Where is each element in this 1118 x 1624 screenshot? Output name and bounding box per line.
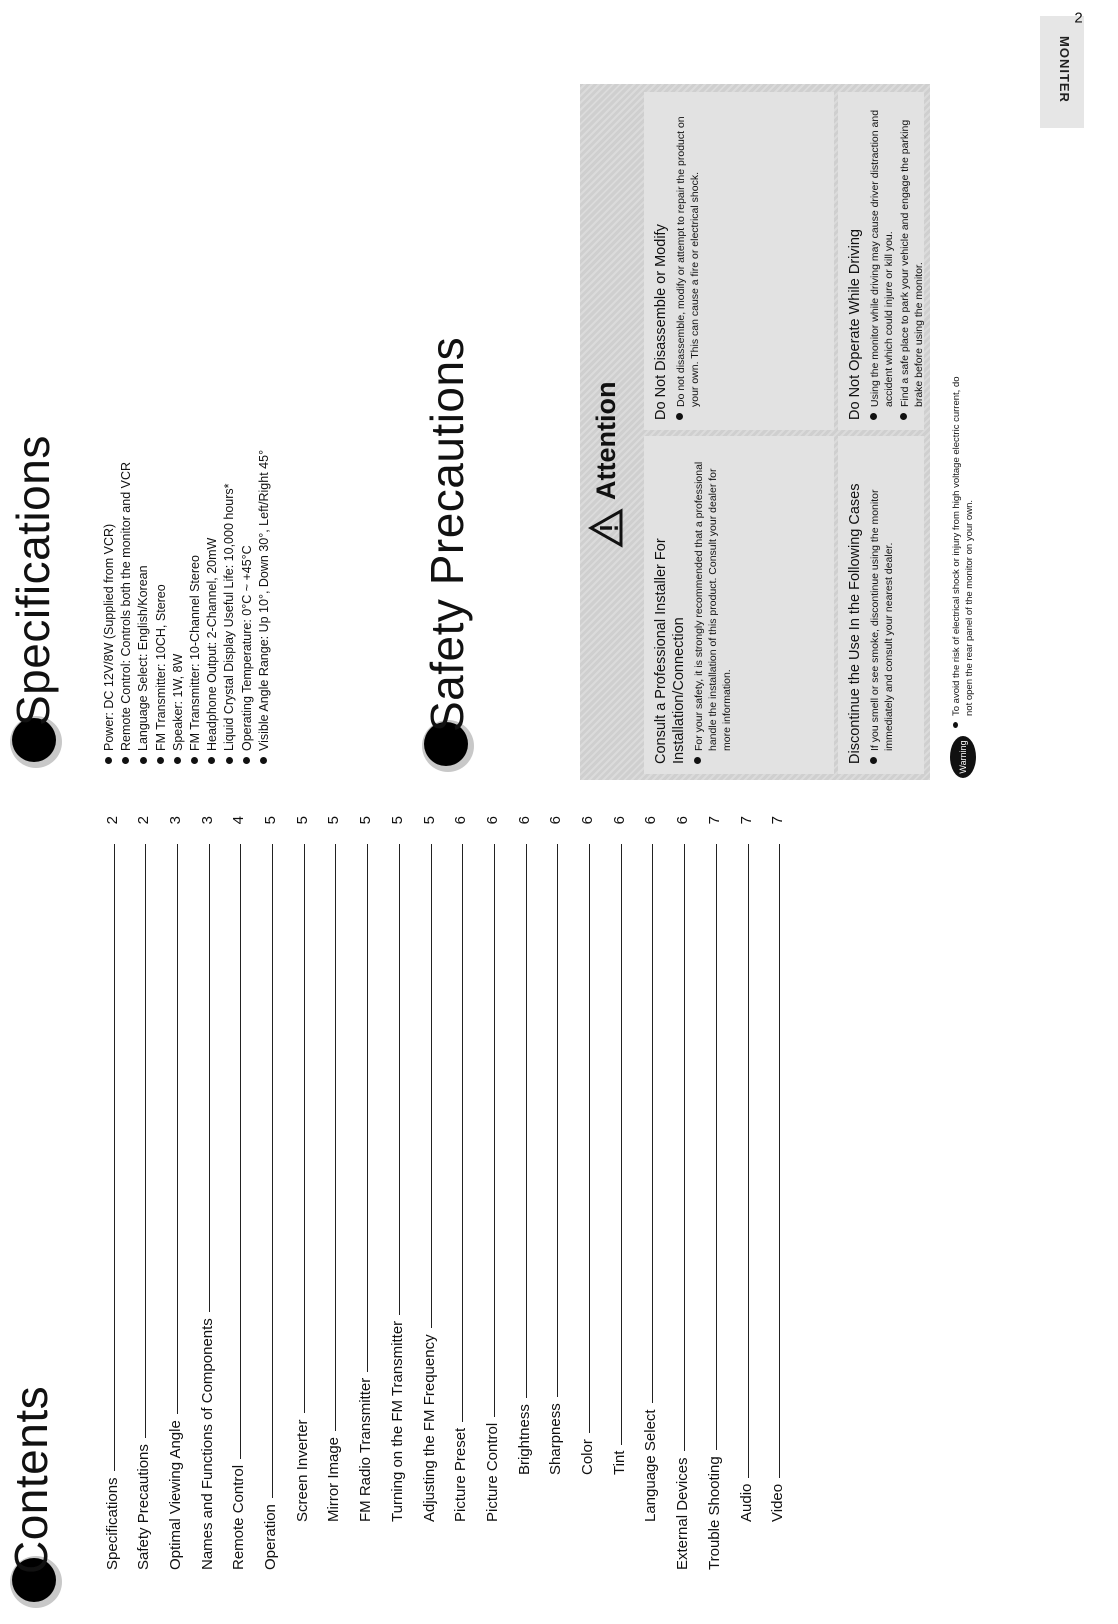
- toc-leader-line: [209, 844, 210, 1312]
- bullet-dot-icon: [140, 757, 147, 764]
- toc-leader-line: [462, 844, 463, 1422]
- toc-entry-page: 6: [547, 816, 565, 825]
- toc-entry: [671, 816, 695, 1570]
- toc-entry: [734, 816, 758, 1522]
- toc-entry-label: Mirror Image: [325, 1436, 343, 1522]
- bullet-dot-icon: [208, 757, 215, 764]
- toc-entry: [512, 816, 536, 1475]
- toc-entry-label: Optimal Viewing Angle: [166, 1420, 184, 1570]
- toc-leader-line: [684, 844, 685, 1451]
- toc-entry-label: Specifications: [103, 1477, 121, 1570]
- toc-entry-label: FM Radio Transmitter: [357, 1377, 375, 1522]
- toc-leader-line: [589, 844, 590, 1433]
- toc-entry: [259, 816, 283, 1570]
- toc-leader-line: [177, 844, 178, 1414]
- bullet-dot-icon: [870, 413, 877, 420]
- toc-entry: [417, 816, 441, 1522]
- bullet-dot-icon: [174, 757, 181, 764]
- toc-leader-line: [431, 844, 432, 1328]
- toc-entry: [163, 816, 187, 1570]
- bullet-dot-icon: [226, 757, 233, 764]
- toc-entry-page: 5: [262, 816, 279, 825]
- toc-entry: [766, 816, 790, 1522]
- toc-entry-page: 7: [769, 816, 787, 825]
- toc-entry-page: 6: [642, 816, 660, 825]
- toc-entry-label: Trouble Shooting: [705, 1456, 723, 1570]
- warning-triangle-icon: [588, 508, 624, 548]
- spec-item: [257, 450, 271, 764]
- toc-leader-line: [779, 844, 780, 1478]
- attention-cell: [644, 436, 834, 774]
- bullet-dot-icon: [870, 757, 877, 764]
- spec-item: [102, 524, 116, 764]
- toc-entry-label: Screen Inverter: [293, 1419, 311, 1522]
- bullet-dot-icon: [260, 757, 267, 764]
- spec-item-text: Language Select: English/Korean: [136, 565, 151, 751]
- spec-item-text: Liquid Crystal Display Useful Life: 10,000 hours*: [222, 483, 237, 751]
- attention-cell-heading: Consult a Professional Installer For Installation/Connection: [653, 538, 687, 764]
- toc-entry-label: Sharpness: [547, 1403, 565, 1475]
- toc-entry-label: Adjusting the FM Frequency: [420, 1334, 438, 1522]
- toc-entry: [480, 816, 504, 1522]
- toc-entry: [702, 816, 726, 1570]
- spec-item-text: FM Transmitter: 10-Channel Stereo: [188, 555, 202, 751]
- spec-item-text: Power: DC 12V/8W (Supplied from VCR): [102, 523, 116, 751]
- attention-cell-bullet: [868, 102, 896, 420]
- bullet-dot-icon: [900, 413, 907, 420]
- contents-title: Contents: [5, 1385, 57, 1574]
- toc-entry-page: 5: [388, 816, 406, 825]
- toc-leader-line: [494, 844, 495, 1417]
- toc-leader-line: [367, 844, 368, 1372]
- warning-badge: [950, 736, 976, 778]
- spec-item: [119, 462, 133, 764]
- toc-entry-page: 3: [198, 816, 216, 825]
- toc-entry-page: 2: [103, 816, 121, 825]
- attention-cell-bullet-text: For your safety, it is strongly recommended that a professional handle the installation of this product. Consult your dealer for more information.: [693, 461, 733, 751]
- toc-entry-page: 3: [166, 816, 184, 825]
- safety-title: Safety Precautions: [421, 336, 473, 732]
- spec-item: [154, 584, 168, 764]
- toc-entry-label: Picture Preset: [452, 1427, 470, 1522]
- spec-item-text: Operating Temperature: 0°C ~ +45°C: [239, 545, 254, 751]
- toc-entry-label: Operation: [262, 1504, 279, 1570]
- attention-cell-bullet-text: Do not disassemble, modify or attempt to repair the product on your own. This can cause a fire or electrical shock.: [675, 116, 701, 407]
- warning-note: [950, 368, 976, 728]
- toc-entry-label: Audio: [737, 1483, 755, 1522]
- page-number: 2: [1074, 9, 1083, 27]
- toc-entry: [385, 816, 409, 1522]
- toc-entry: [290, 816, 314, 1522]
- toc-entry-page: 5: [357, 816, 375, 825]
- attention-box: [580, 84, 930, 780]
- toc-entry-label: Picture Control: [483, 1422, 501, 1522]
- toc-entry: [322, 816, 346, 1522]
- corner-tab: [1040, 16, 1084, 128]
- spec-item: [240, 545, 254, 764]
- toc-entry-page: 5: [293, 816, 311, 825]
- toc-leader-line: [240, 844, 241, 1459]
- attention-cell: [644, 92, 834, 430]
- spec-item-text: Headphone Output: 2-Channel, 20mW: [205, 537, 220, 751]
- attention-cell-bullet: [898, 102, 926, 420]
- toc-entry-page: 7: [705, 816, 723, 825]
- toc-entry-page: 6: [452, 816, 470, 825]
- toc-leader-line: [748, 844, 749, 1478]
- attention-cell-bullet: [674, 102, 702, 420]
- bullet-dot-icon: [105, 757, 112, 764]
- attention-cell-bullet-text: Using the monitor while driving may cause driver distraction and accident which could injure or kill you.: [869, 109, 895, 407]
- toc-entry-page: 4: [230, 816, 248, 825]
- toc-entry-label: Color: [579, 1439, 596, 1475]
- attention-label: Attention: [590, 381, 621, 500]
- specifications-title: Specifications: [7, 435, 59, 726]
- bullet-dot-icon: [243, 757, 250, 764]
- toc-entry: [449, 816, 473, 1522]
- toc-entry: [544, 816, 568, 1475]
- spec-item: [205, 538, 219, 764]
- toc-entry-label: Tint: [610, 1450, 628, 1475]
- toc-leader-line: [526, 844, 527, 1398]
- spec-item-text: Visible Angle Range: Up 10°, Down 30°, Left/Right 45°: [256, 449, 271, 751]
- toc-leader-line: [272, 844, 273, 1498]
- attention-cell-bullet-text: Find a safe place to park your vehicle and engage the parking brake before using the monitor.: [899, 119, 925, 407]
- toc-entry: [576, 816, 600, 1475]
- toc-entry: [132, 816, 156, 1570]
- toc-entry: [607, 816, 631, 1475]
- warning-badge-label: Warning: [958, 740, 968, 774]
- attention-cell-bullet: [692, 446, 734, 764]
- toc-entry: [354, 816, 378, 1522]
- bullet-dot-icon: [191, 757, 198, 764]
- toc-entry-page: 7: [737, 816, 755, 825]
- toc-entry-page: 6: [483, 816, 501, 825]
- attention-cell: [838, 436, 924, 774]
- spec-item: [136, 565, 150, 764]
- toc-entry-label: Language Select: [642, 1409, 660, 1522]
- bullet-dot-icon: [694, 757, 701, 764]
- corner-tab-label: MONITER: [1057, 36, 1072, 103]
- bullet-dot-icon: [157, 757, 164, 764]
- toc-leader-line: [557, 844, 558, 1397]
- spec-item-text: FM Transmitter: 10CH, Stereo: [153, 584, 168, 751]
- attention-header: [588, 382, 624, 548]
- toc-entry-label: Brightness: [515, 1404, 533, 1475]
- spec-item: [188, 555, 202, 764]
- toc-entry-label: External Devices: [674, 1457, 692, 1570]
- toc-entry-page: 6: [610, 816, 628, 825]
- spec-item: [222, 484, 236, 765]
- attention-cell-bullet: [868, 446, 896, 764]
- toc-entry-label: Turning on the FM Transmitter: [388, 1320, 406, 1522]
- attention-cell-heading: Do Not Operate While Driving: [847, 229, 863, 420]
- toc-entry-page: 2: [135, 816, 153, 825]
- toc-leader-line: [335, 844, 336, 1431]
- toc-leader-line: [145, 844, 146, 1438]
- toc-entry: [639, 816, 663, 1522]
- toc-entry-page: 6: [674, 816, 692, 825]
- toc-entry-page: 5: [325, 816, 343, 825]
- warning-note-text: To avoid the risk of electrical shock or injury from high voltage electric current, do not open the rear panel of the monitor on your own.: [951, 376, 975, 716]
- toc-leader-line: [716, 844, 717, 1450]
- spec-item-text: Remote Control: Controls both the monitor and VCR: [119, 461, 134, 751]
- attention-cell-heading: Discontinue the Use In the Following Cases: [847, 483, 863, 764]
- attention-cell: [838, 92, 924, 430]
- toc-entry-label: Remote Control: [230, 1464, 248, 1570]
- toc-entry: [100, 816, 124, 1570]
- toc-entry-label: Video: [769, 1483, 787, 1522]
- bullet-dot-icon: [122, 757, 129, 764]
- toc-leader-line: [399, 844, 400, 1315]
- toc-entry-label: Safety Precautions: [135, 1444, 153, 1570]
- toc-leader-line: [114, 844, 115, 1471]
- bullet-dot-icon: [676, 413, 683, 420]
- toc-entry-page: 6: [515, 816, 533, 825]
- toc-entry-page: 5: [420, 816, 438, 825]
- spec-item-text: Speaker: 1W, 8W: [170, 653, 185, 751]
- toc-entry: [195, 816, 219, 1570]
- attention-cell-heading: Do Not Disassemble or Modify: [653, 224, 669, 420]
- toc-entry: [227, 816, 251, 1570]
- toc-leader-line: [304, 844, 305, 1413]
- toc-entry-page: 6: [579, 816, 596, 825]
- toc-entry-label: Names and Functions of Components: [198, 1318, 216, 1570]
- toc-leader-line: [621, 844, 622, 1445]
- attention-cell-bullet-text: If you smell or see smoke, discontinue using the monitor immediately and consult your nearest dealer.: [869, 489, 895, 751]
- spec-item: [171, 654, 185, 764]
- toc-leader-line: [652, 844, 653, 1403]
